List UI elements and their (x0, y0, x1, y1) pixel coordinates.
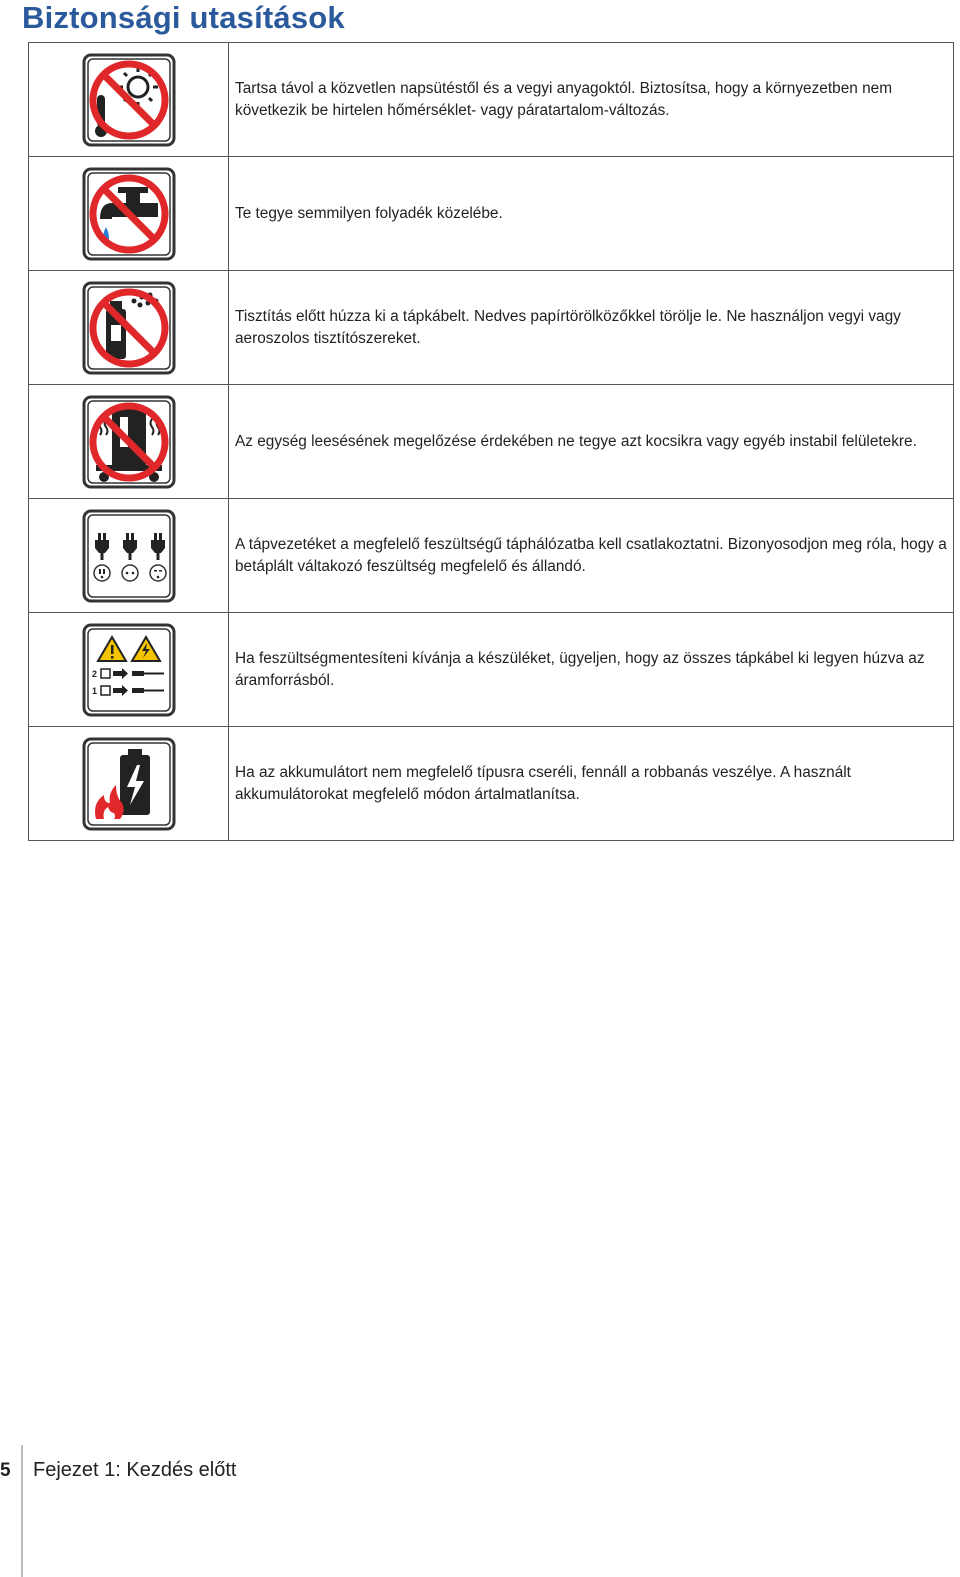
safety-text: Tisztítás előtt húzza ki a tápkábelt. Nedves papírtörölközőkkel törölje le. Ne használjon vegyi vagy aeroszolos tisztítószereket. (235, 308, 901, 347)
table-row (29, 385, 953, 499)
safety-text: Ha feszültségmentesíteni kívánja a készüléket, ügyeljen, hogy az összes tápkábel ki legyen húzva az áramforrásból. (235, 650, 925, 689)
table-row (29, 271, 953, 385)
disconnect-all-power-icon (82, 623, 176, 717)
safety-text: Tartsa távol a közvetlen napsütéstől és a vegyi anyagoktól. Biztosítsa, hogy a környezetben nem következik be hirtelen hőmérséklet- vagy páratartalom-változás. (235, 80, 893, 119)
no-sunlight-heat-icon (82, 53, 176, 147)
svg-text:1: 1 (91, 685, 97, 696)
power-plugs-outlets-icon (82, 509, 176, 603)
table-row (29, 43, 953, 157)
battery-fire-icon (82, 737, 176, 831)
safety-text: Te tegye semmilyen folyadék közelébe. (235, 204, 503, 222)
page-title: Biztonsági utasítások (22, 0, 345, 35)
table-row (29, 157, 953, 271)
safety-text: A tápvezetéket a megfelelő feszültségű táphálózatba kell csatlakoztatni. Bizonyosodjon meg róla, hogy a betáplált váltakozó feszültség megfelelő és állandó. (235, 536, 947, 575)
footer-divider (21, 1445, 23, 1577)
chapter-title: Fejezet 1: Kezdés előtt (33, 1459, 237, 1481)
no-unstable-cart-icon (82, 395, 176, 489)
table-row (29, 613, 953, 727)
svg-text:2: 2 (91, 668, 97, 679)
page-number: 5 (0, 1460, 11, 1481)
safety-table (28, 42, 954, 841)
safety-text: Az egység leesésének megelőzése érdekében ne tegye azt kocsikra vagy egyéb instabil felületekre. (235, 432, 917, 450)
table-row (29, 499, 953, 613)
no-liquid-tap-icon (82, 167, 176, 261)
table-row (29, 727, 953, 841)
no-chemical-spray-icon (82, 281, 176, 375)
safety-text: Ha az akkumulátort nem megfelelő típusra cseréli, fennáll a robbanás veszélye. A használt akkumulátorokat megfelelő módon ártalmatlanítsa. (235, 764, 851, 803)
